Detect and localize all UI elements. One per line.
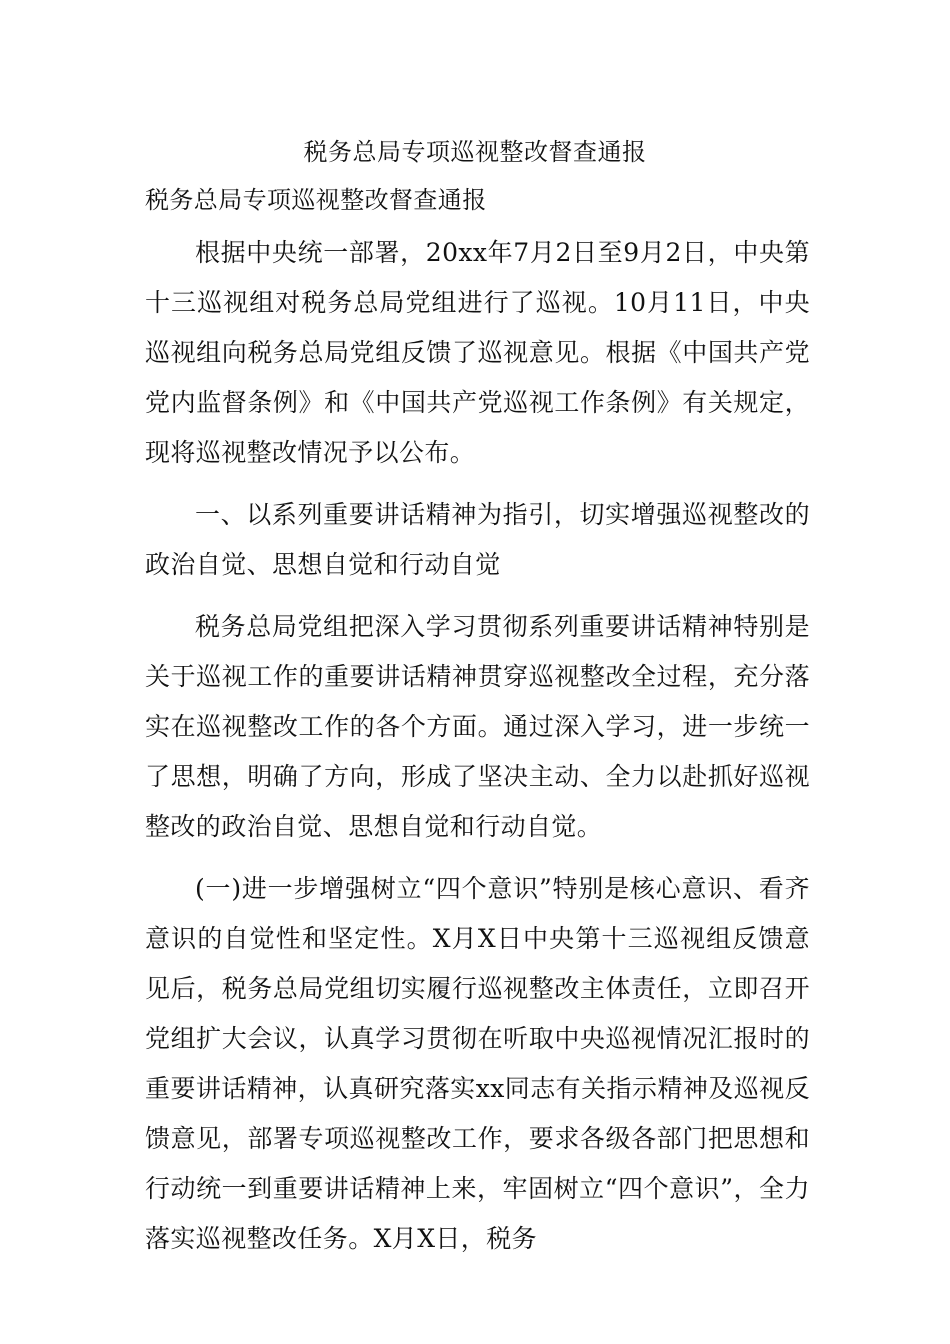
section-heading-1: 一、以系列重要讲话精神为指引，切实增强巡视整改的政治自觉、思想自觉和行动自觉 bbox=[145, 500, 810, 579]
paragraph-section-1: 税务总局党组把深入学习贯彻系列重要讲话精神特别是关于巡视工作的重要讲话精神贯穿巡视整改全过程，充分落实在巡视整改工作的各个方面。通过深入学习，进一步统一了思想，明确了方向，形成了坚决主动、全力以赴抓好巡视整改的政治自觉、思想自觉和行动自觉。 bbox=[145, 612, 810, 841]
document-subtitle: 税务总局专项巡视整改督查通报 bbox=[145, 186, 487, 214]
paragraph-intro: 根据中央统一部署，20xx年7月2日至9月2日，中央第十三巡视组对税务总局党组进行了巡视。10月11日，中央巡视组向税务总局党组反馈了巡视意见。根据《中国共产党党内监督条例》和《中国共产党巡视工作条例》有关规定，现将巡视整改情况予以公布。 bbox=[145, 238, 810, 467]
document-title: 税务总局专项巡视整改督查通报 bbox=[303, 138, 647, 166]
paragraph-subsection-1: (一)进一步增强树立“四个意识”特别是核心意识、看齐意识的自觉性和坚定性。X月X日中央第十三巡视组反馈意见后，税务总局党组切实履行巡视整改主体责任，立即召开党组扩大会议，认真学习贯彻在听取中央巡视情况汇报时的重要讲话精神，认真研究落实xx同志有关指示精神及巡视反馈意见，部署专项巡视整改工作，要求各级各部门把思想和行动统一到重要讲话精神上来，牢固树立“四个意识”，全力落实巡视整改任务。X月X日，税务 bbox=[145, 874, 810, 1253]
document-body bbox=[145, 180, 810, 1264]
